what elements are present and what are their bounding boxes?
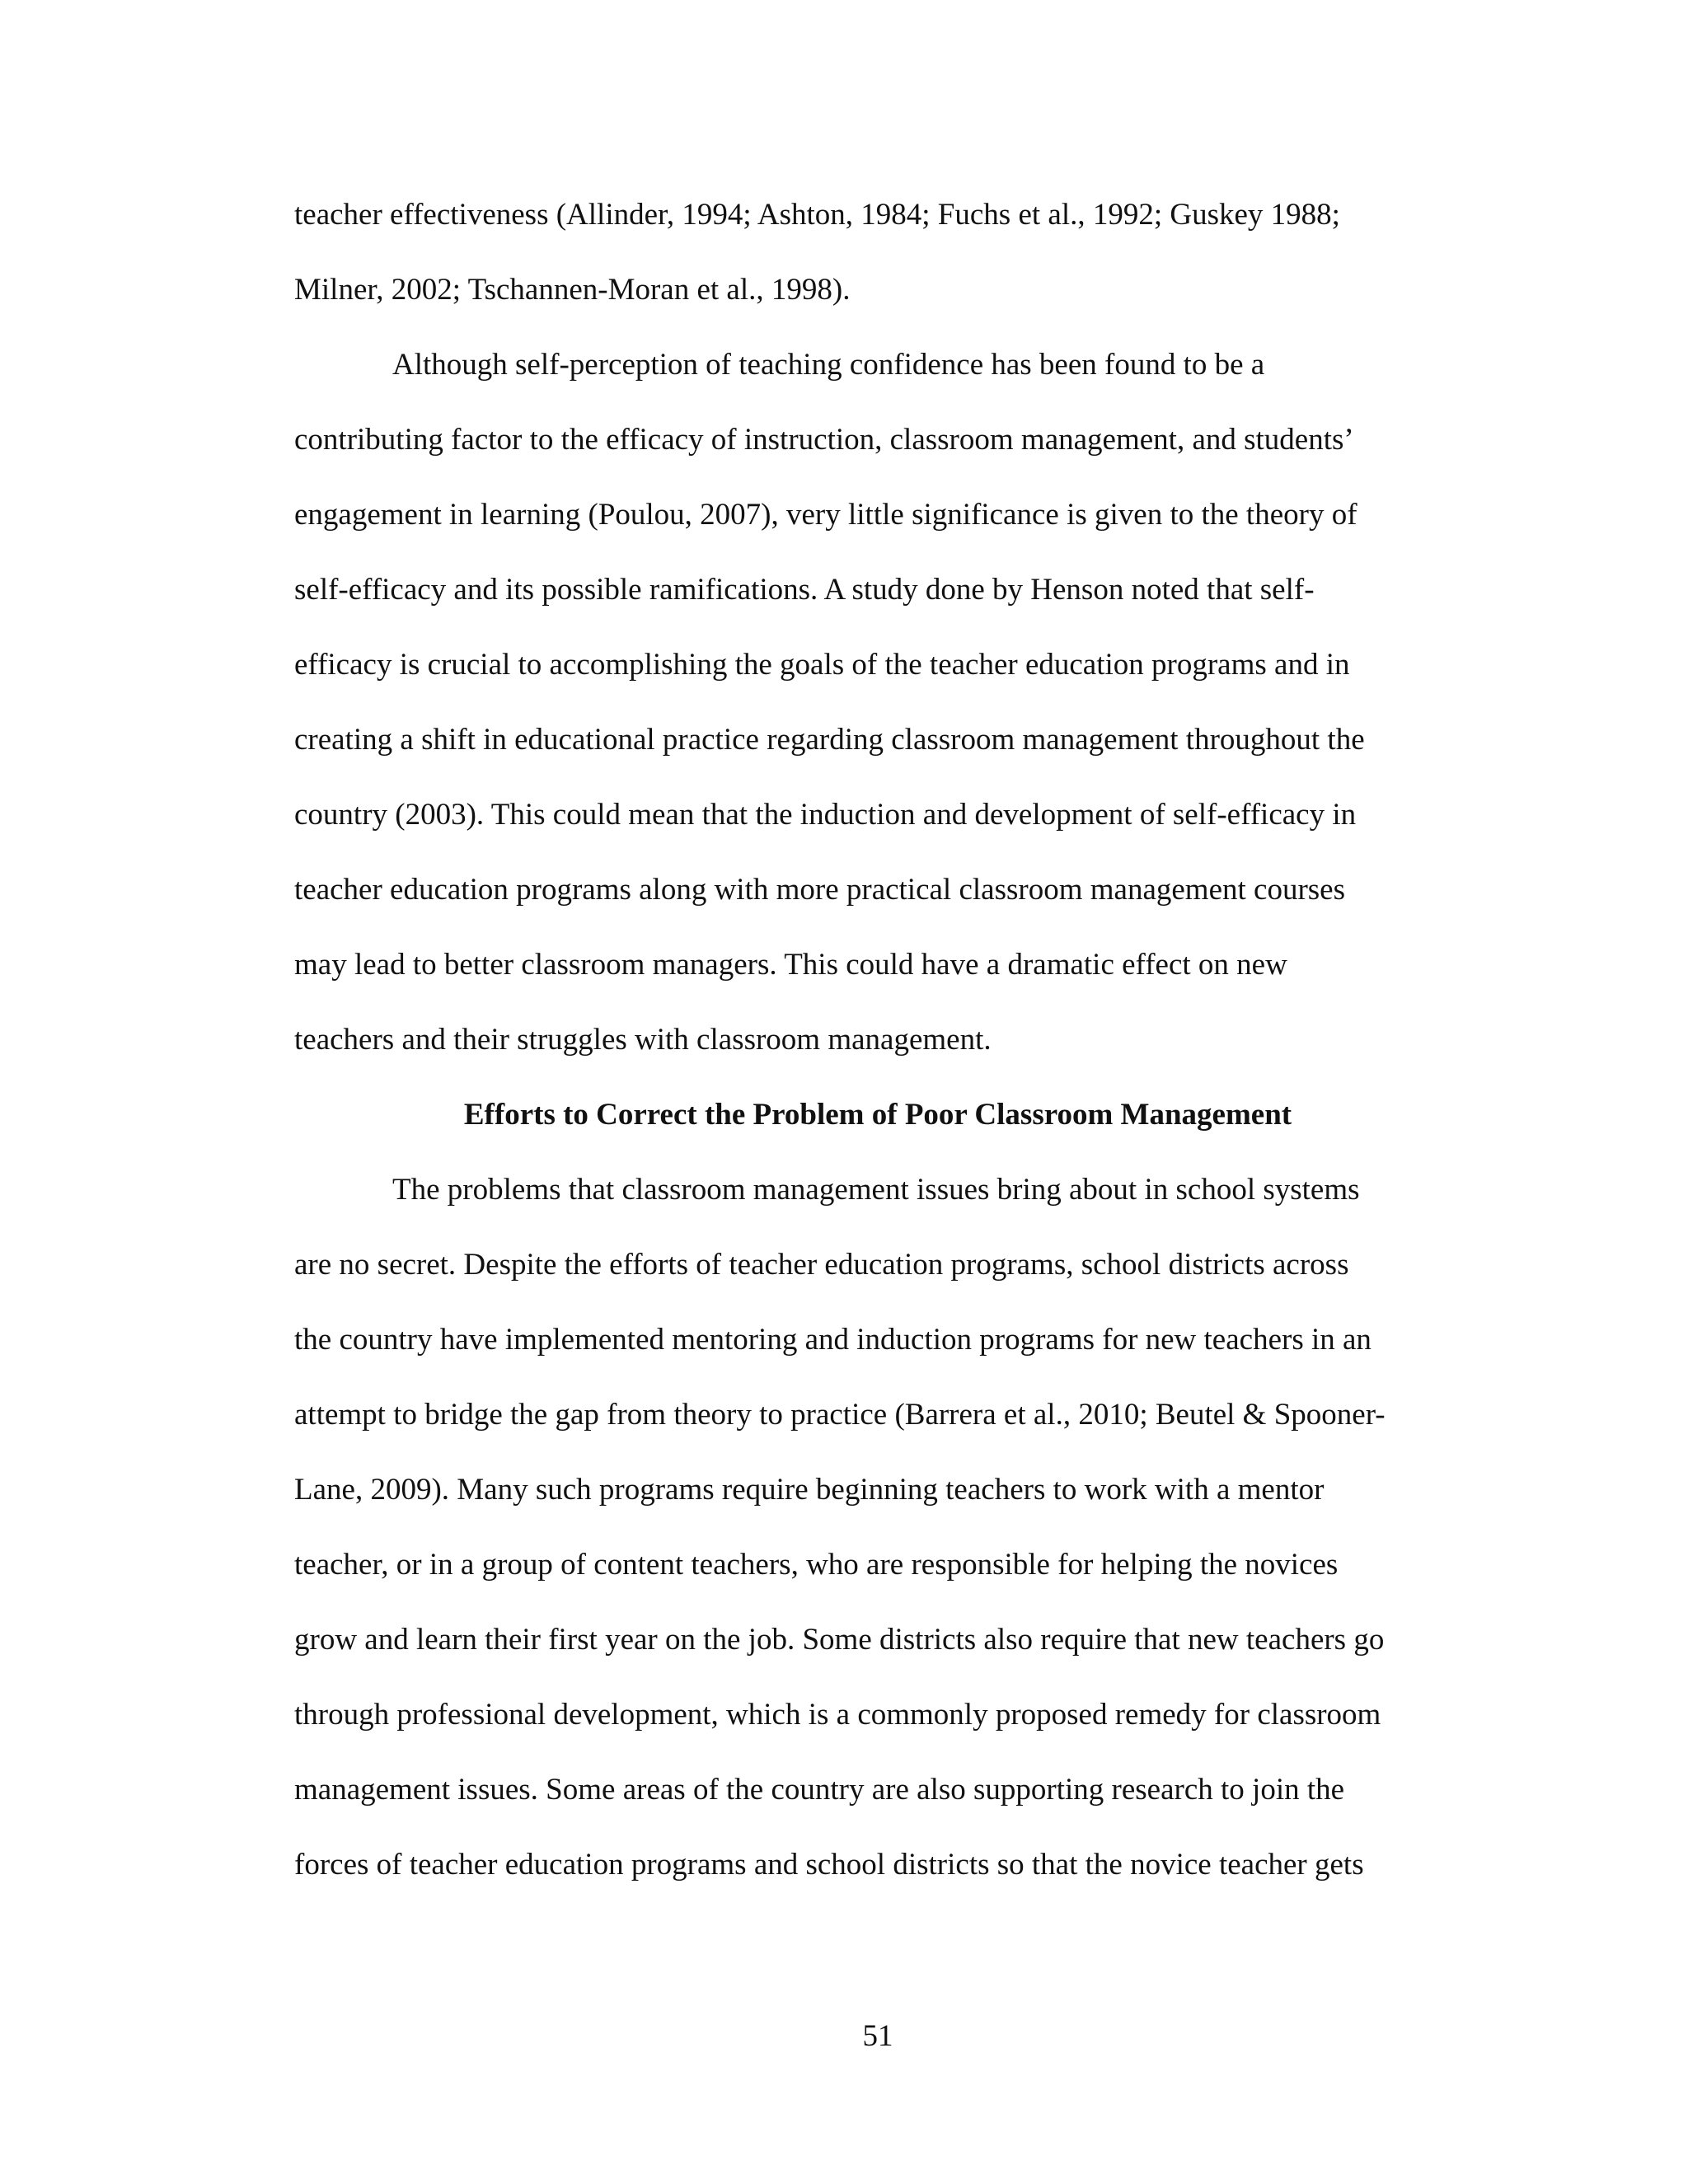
body-line: self-efficacy and its possible ramifications. A study done by Henson noted that self- bbox=[294, 573, 1315, 607]
body-line: teachers and their struggles with classroom management. bbox=[294, 1023, 992, 1057]
body-line: teacher, or in a group of content teachers, who are responsible for helping the novices bbox=[294, 1548, 1339, 1582]
body-line: The problems that classroom management issues bring about in school systems bbox=[392, 1173, 1360, 1207]
body-line: teacher education programs along with more practical classroom management courses bbox=[294, 873, 1345, 907]
body-line: forces of teacher education programs and school districts so that the novice teacher gets bbox=[294, 1848, 1364, 1882]
body-line: creating a shift in educational practice regarding classroom management throughout the bbox=[294, 723, 1365, 757]
body-line: may lead to better classroom managers. This could have a dramatic effect on new bbox=[294, 948, 1287, 982]
body-line: engagement in learning (Poulou, 2007), very little significance is given to the theory of bbox=[294, 498, 1357, 532]
body-line: Although self-perception of teaching confidence has been found to be a bbox=[392, 348, 1265, 382]
section-heading: Efforts to Correct the Problem of Poor Classroom Management bbox=[463, 1098, 1292, 1132]
page-number: 51 bbox=[862, 2019, 893, 2053]
body-line: Lane, 2009). Many such programs require beginning teachers to work with a mentor bbox=[294, 1473, 1325, 1507]
body-line: teacher effectiveness (Allinder, 1994; Ashton, 1984; Fuchs et al., 1992; Guskey 1988; bbox=[294, 198, 1340, 232]
body-line: contributing factor to the efficacy of instruction, classroom management, and students’ bbox=[294, 423, 1354, 457]
body-line: efficacy is crucial to accomplishing the goals of the teacher education programs and in bbox=[294, 648, 1350, 682]
body-line: through professional development, which is a commonly proposed remedy for classroom bbox=[294, 1698, 1381, 1732]
body-line: are no secret. Despite the efforts of teacher education programs, school districts across bbox=[294, 1248, 1349, 1282]
body-line: Milner, 2002; Tschannen-Moran et al., 1998). bbox=[294, 273, 851, 307]
body-line: attempt to bridge the gap from theory to practice (Barrera et al., 2010; Beutel & Spooner- bbox=[294, 1398, 1386, 1432]
body-line: the country have implemented mentoring and induction programs for new teachers in an bbox=[294, 1323, 1372, 1357]
body-line: grow and learn their first year on the job. Some districts also require that new teachers go bbox=[294, 1623, 1385, 1657]
body-line: management issues. Some areas of the country are also supporting research to join the bbox=[294, 1773, 1345, 1807]
body-line: country (2003). This could mean that the induction and development of self-efficacy in bbox=[294, 798, 1357, 832]
